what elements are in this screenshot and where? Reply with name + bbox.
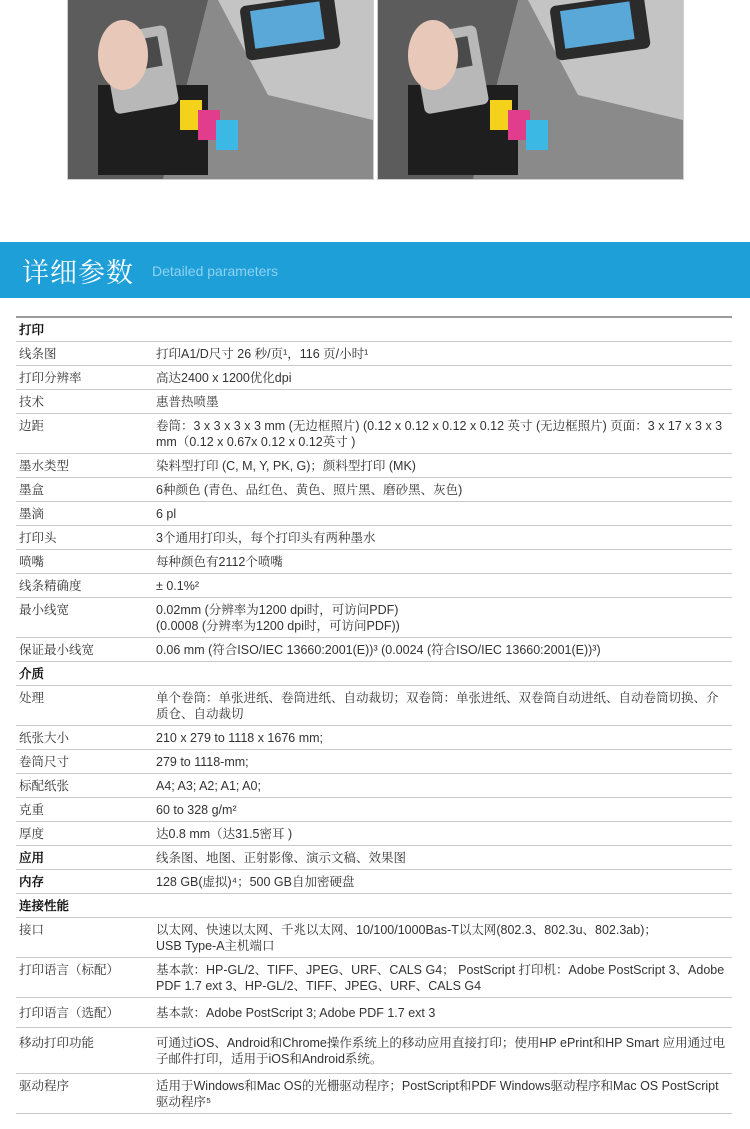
spec-row	[16, 774, 732, 798]
spec-value: ± 0.1%²	[152, 574, 732, 598]
spec-value	[152, 894, 732, 918]
spec-value: 128 GB(虚拟)⁴；500 GB自加密硬盘	[152, 870, 732, 894]
spec-value: A4; A3; A2; A1; A0;	[152, 774, 732, 798]
spec-value: 0.06 mm (符合ISO/IEC 13660:2001(E))³ (0.0024 (符合ISO/IEC 13660:2001(E))³)	[152, 638, 732, 662]
spec-label: 内存	[16, 870, 152, 894]
spec-row	[16, 798, 732, 822]
product-photo-left	[67, 0, 374, 180]
spec-value: 可通过iOS、Android和Chrome操作系统上的移动应用直接打印；使用HP ePrint和HP Smart 应用通过电子邮件打印，适用于iOS和Android系统。	[152, 1028, 732, 1074]
spec-value	[152, 317, 732, 342]
spec-value	[152, 662, 732, 686]
spec-value: 6种颜色 (青色、品红色、黄色、照片黑、磨砂黑、灰色)	[152, 478, 732, 502]
spec-label: 墨盒	[16, 478, 152, 502]
spec-value: 惠普热喷墨	[152, 390, 732, 414]
spec-label: 打印头	[16, 526, 152, 550]
spec-label: 纸张大小	[16, 726, 152, 750]
printer-ink-photo-icon	[378, 0, 683, 179]
section-title: 详细参数	[22, 258, 134, 289]
spec-value: 打印A1/D尺寸 26 秒/页¹，116 页/小时¹	[152, 342, 732, 366]
spec-value: 达0.8 mm（达31.5密耳 )	[152, 822, 732, 846]
spec-value: 279 to 1118-mm;	[152, 750, 732, 774]
spec-label: 喷嘴	[16, 550, 152, 574]
section-banner	[0, 242, 750, 298]
spec-value: 6 pl	[152, 502, 732, 526]
spec-value: 210 x 279 to 1118 x 1676 mm;	[152, 726, 732, 750]
product-photos	[0, 0, 750, 182]
spec-row	[16, 726, 732, 750]
spec-table-body	[16, 317, 732, 1114]
spec-row	[16, 598, 732, 638]
spec-label: 标配纸张	[16, 774, 152, 798]
spec-row	[16, 478, 732, 502]
spec-label: 打印分辨率	[16, 366, 152, 390]
spec-label: 克重	[16, 798, 152, 822]
spec-row	[16, 998, 732, 1028]
spec-row	[16, 1028, 732, 1074]
spec-table	[16, 316, 732, 1114]
spec-label: 接口	[16, 918, 152, 958]
spec-row	[16, 550, 732, 574]
spec-value: 单个卷筒：单张进纸、卷筒进纸、自动裁切；双卷筒：单张进纸、双卷筒自动进纸、自动卷筒切换、介质仓、自动裁切	[152, 686, 732, 726]
spec-value: 以太网、快速以太网、千兆以太网、10/100/1000Bas-T以太网(802.3、802.3u、802.3ab)； USB Type-A主机端口	[152, 918, 732, 958]
spec-section-row	[16, 662, 732, 686]
spec-label: 保证最小线宽	[16, 638, 152, 662]
spec-label: 最小线宽	[16, 598, 152, 638]
spec-row	[16, 526, 732, 550]
spec-row	[16, 502, 732, 526]
spec-label: 线条精确度	[16, 574, 152, 598]
spec-row	[16, 750, 732, 774]
spec-label: 打印语言（选配）	[16, 998, 152, 1028]
spec-label: 打印	[16, 317, 152, 342]
spec-value: 基本款：HP-GL/2、TIFF、JPEG、URF、CALS G4； PostScript 打印机：Adobe PostScript 3、Adobe PDF 1.7 ext 3、HP-GL/2、TIFF、JPEG、URF、CALS G4	[152, 958, 732, 998]
spec-section-row	[16, 894, 732, 918]
spec-row	[16, 686, 732, 726]
spec-section-row	[16, 870, 732, 894]
spec-row	[16, 366, 732, 390]
spec-label: 介质	[16, 662, 152, 686]
section-subtitle: Detailed parameters	[152, 263, 279, 279]
spec-label: 墨滴	[16, 502, 152, 526]
spec-section-row	[16, 846, 732, 870]
spec-row	[16, 390, 732, 414]
spec-label: 应用	[16, 846, 152, 870]
spec-value: 染料型打印 (C, M, Y, PK, G)；颜料型打印 (MK)	[152, 454, 732, 478]
spec-value: 0.02mm (分辨率为1200 dpi时，可访问PDF) (0.0008 (分辨率为1200 dpi时，可访问PDF))	[152, 598, 732, 638]
spec-value: 线条图、地图、正射影像、演示文稿、效果图	[152, 846, 732, 870]
product-photo-right	[377, 0, 684, 180]
spec-label: 打印语言（标配）	[16, 958, 152, 998]
spec-value: 每种颜色有2112个喷嘴	[152, 550, 732, 574]
spec-row	[16, 918, 732, 958]
spec-value: 60 to 328 g/m²	[152, 798, 732, 822]
spec-row	[16, 574, 732, 598]
printer-ink-photo-icon	[68, 0, 373, 179]
spec-label: 移动打印功能	[16, 1028, 152, 1074]
spec-row	[16, 638, 732, 662]
spec-value: 卷筒：3 x 3 x 3 x 3 mm (无边框照片) (0.12 x 0.12 x 0.12 x 0.12 英寸 (无边框照片) 页面：3 x 17 x 3 x 3 mm（0.12 x 0.67x 0.12 x 0.12英寸 )	[152, 414, 732, 454]
spec-row	[16, 958, 732, 998]
spec-value: 高达2400 x 1200优化dpi	[152, 366, 732, 390]
spec-value: 基本款：Adobe PostScript 3; Adobe PDF 1.7 ext 3	[152, 998, 732, 1028]
spec-row	[16, 1074, 732, 1114]
spec-label: 边距	[16, 414, 152, 454]
spec-row	[16, 822, 732, 846]
spec-label: 墨水类型	[16, 454, 152, 478]
spec-label: 处理	[16, 686, 152, 726]
spec-label: 线条图	[16, 342, 152, 366]
spec-label: 技术	[16, 390, 152, 414]
spec-row	[16, 414, 732, 454]
spec-row	[16, 342, 732, 366]
spec-label: 驱动程序	[16, 1074, 152, 1114]
spec-value: 3个通用打印头，每个打印头有两种墨水	[152, 526, 732, 550]
spec-row	[16, 454, 732, 478]
spec-label: 厚度	[16, 822, 152, 846]
spec-section-row	[16, 317, 732, 342]
spec-value: 适用于Windows和Mac OS的光栅驱动程序；PostScript和PDF Windows驱动程序和Mac OS PostScript 驱动程序⁵	[152, 1074, 732, 1114]
spec-label: 卷筒尺寸	[16, 750, 152, 774]
spec-label: 连接性能	[16, 894, 152, 918]
